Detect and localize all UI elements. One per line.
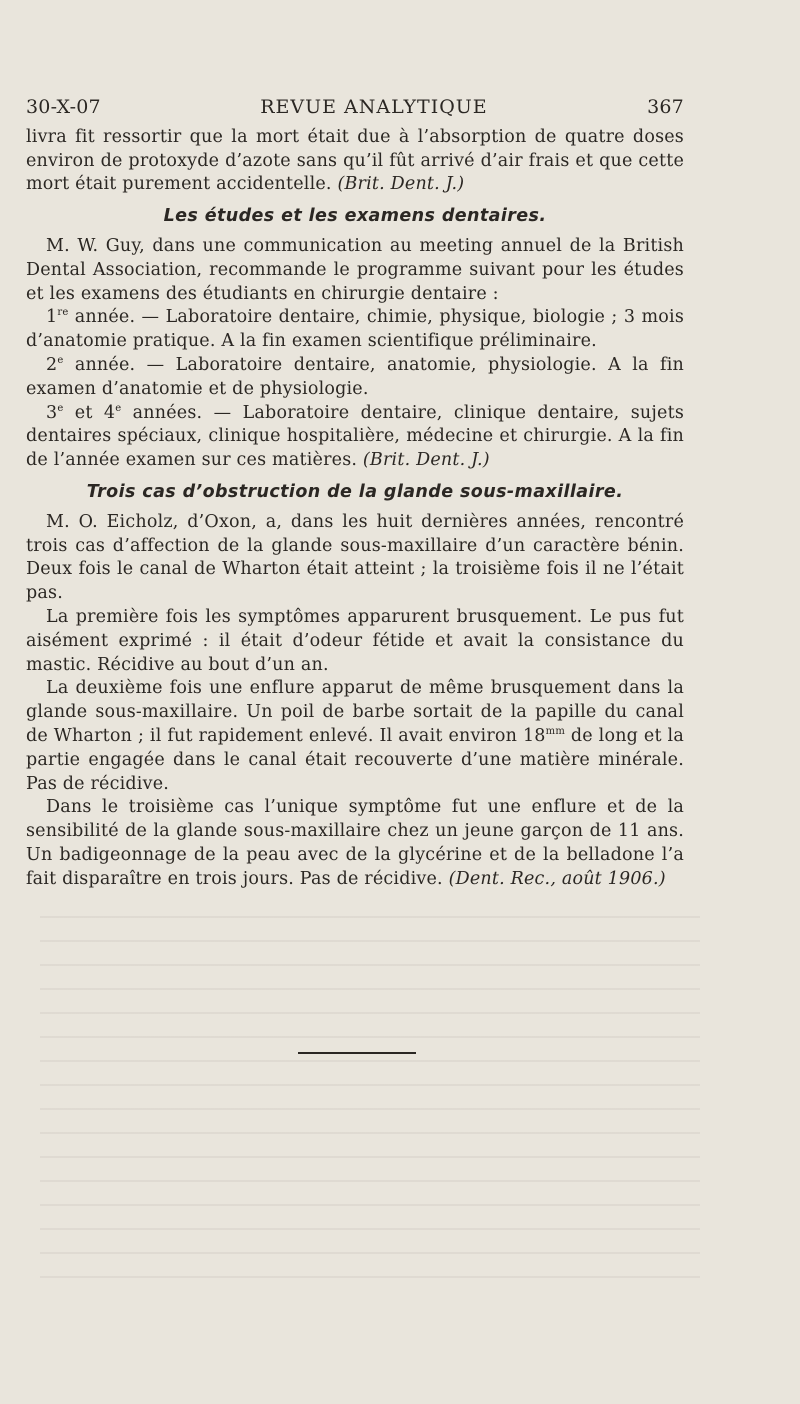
intro-paragraph: livra fit ressortir que la mort était due à l’absorption de quatre doses environ de protoxyde d’azote sans qu’il fût arrivé d’air frais et que cette mort était purement accidentelle. (Brit. Dent. J.) <box>26 126 684 195</box>
running-header <box>26 96 684 120</box>
issue-date: 30-X-07 <box>26 96 101 118</box>
glande-paragraph-4: Dans le troisième cas l’unique symptôme fut une enflure et de la sensibilité de la glande sous-maxillaire chez un jeune garçon de 11 ans. Un badigeonnage de la peau avec de la glycérine et de la belladone l’a fait disparaître en trois jours. Pas de récidive. (Dent. Rec., août 1906.) <box>26 797 684 889</box>
year-1-paragraph: 1re année. — Laboratoire dentaire, chimie, physique, biologie ; 3 mois d’anatomie pratique. A la fin examen scientifique préliminaire. <box>26 307 684 352</box>
section-heading-glande: Trois cas d’obstruction de la glande sous-maxillaire. <box>86 481 624 502</box>
bleed-through <box>40 900 700 1280</box>
end-rule <box>298 1052 416 1054</box>
etudes-source: (Brit. Dent. J.) <box>362 450 490 471</box>
page-number: 367 <box>647 96 684 118</box>
glande-paragraph-1: M. O. Eicholz, d’Oxon, a, dans les huit dernières années, rencontré trois cas d’affection de la glande sous-maxillaire d’un caractère bénin. Deux fois le canal de Wharton était atteint ; la troisième fois il ne l’était pas. <box>26 511 684 604</box>
section-heading-etudes: Les études et les examens dentaires. <box>163 206 547 227</box>
glande-paragraph-3: La deuxième fois une enflure apparut de même brusquement dans la glande sous-maxillaire. Un poil de barbe sortait de la papille du canal de Wharton ; il fut rapidement enlevé. Il avait environ $18^{mm}$ de long et la partie engagée dans le canal était recouverte d’une matière minérale. Pas de récidive. <box>26 678 684 794</box>
page-body <box>26 96 684 892</box>
journal-title: REVUE ANALYTIQUE <box>260 96 488 118</box>
intro-source: (Brit. Dent. J.) <box>337 174 465 195</box>
etudes-paragraph: M. W. Guy, dans une communication au meeting annuel de la British Dental Association, recommande le programme suivant pour les études et les examens des étudiants en chirurgie dentaire : <box>26 235 684 304</box>
year-3-4-paragraph: 3e et 4e années. — Laboratoire dentaire, clinique dentaire, sujets dentaires spéciaux, clinique hospitalière, médecine et chirurgie. A la fin de l’année examen sur ces matières. (Brit. Dent. J.) <box>26 402 685 471</box>
year-2-paragraph: 2e année. — Laboratoire dentaire, anatomie, physiologie. A la fin examen d’anatomie et de physiologie. <box>26 354 684 399</box>
glande-paragraph-2: La première fois les symptômes apparurent brusquement. Le pus fut aisément exprimé : il était d’odeur fétide et avait la consistance du mastic. Récidive au bout d’un an. <box>26 606 684 675</box>
glande-source: (Dent. Rec., août 1906.) <box>448 868 666 889</box>
